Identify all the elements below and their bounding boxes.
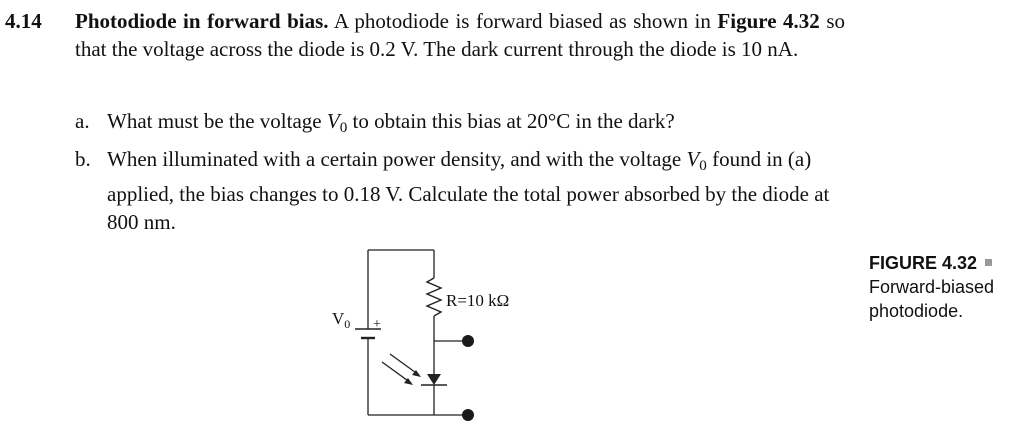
- part-a-var-letter: V: [326, 109, 340, 133]
- problem-number: 4.14: [5, 9, 42, 33]
- figure-caption-number: FIGURE 4.32: [869, 253, 978, 273]
- problem-text-1: A photodiode is forward biased as shown in: [328, 9, 718, 33]
- part-a-var-sub: 0: [339, 119, 348, 136]
- diode-triangle: [427, 374, 441, 385]
- part-a-text: [107, 107, 845, 142]
- terminal-top: [462, 335, 474, 347]
- problem-text-2: so that the voltage across the diode is 0.2 V. The dark current through the diode is 10 nA.: [75, 9, 845, 61]
- part-b-variable: [686, 147, 707, 174]
- problem-statement: [75, 7, 845, 63]
- part-b: [75, 145, 845, 236]
- resistor-label: R=10 kΩ: [446, 291, 510, 310]
- part-a-pre: What must be the voltage: [107, 109, 327, 133]
- part-b-letter: b.: [75, 147, 91, 171]
- part-b-text: [107, 145, 845, 236]
- figure-caption-title: [869, 251, 1019, 275]
- caption-square-icon: [985, 259, 992, 266]
- problem-title: Photodiode in forward bias.: [75, 9, 329, 33]
- part-b-var-letter: V: [686, 147, 700, 171]
- part-a-letter: a.: [75, 109, 90, 133]
- figure-reference: Figure 4.32: [717, 9, 820, 33]
- part-a-variable: [326, 109, 348, 136]
- part-b-post: found in (a) applied, the bias changes to 0.18 V. Calculate the total power absorbed by the diode at 800 nm.: [107, 147, 830, 234]
- figure-caption: [869, 251, 1019, 323]
- part-b-var-sub: 0: [699, 157, 707, 174]
- part-a-post: to obtain this bias at 20°C in the dark?: [347, 109, 675, 133]
- part-a: [75, 107, 845, 142]
- figure-caption-text: Forward-biased photodiode.: [869, 277, 995, 321]
- circuit-diagram: [310, 240, 530, 425]
- resistor-symbol: [427, 278, 441, 316]
- source-label: $V_0$: [332, 309, 351, 331]
- terminal-bottom: [462, 409, 474, 421]
- plus-sign: +: [373, 317, 381, 332]
- part-b-pre: When illuminated with a certain power density, and with the voltage: [107, 147, 687, 171]
